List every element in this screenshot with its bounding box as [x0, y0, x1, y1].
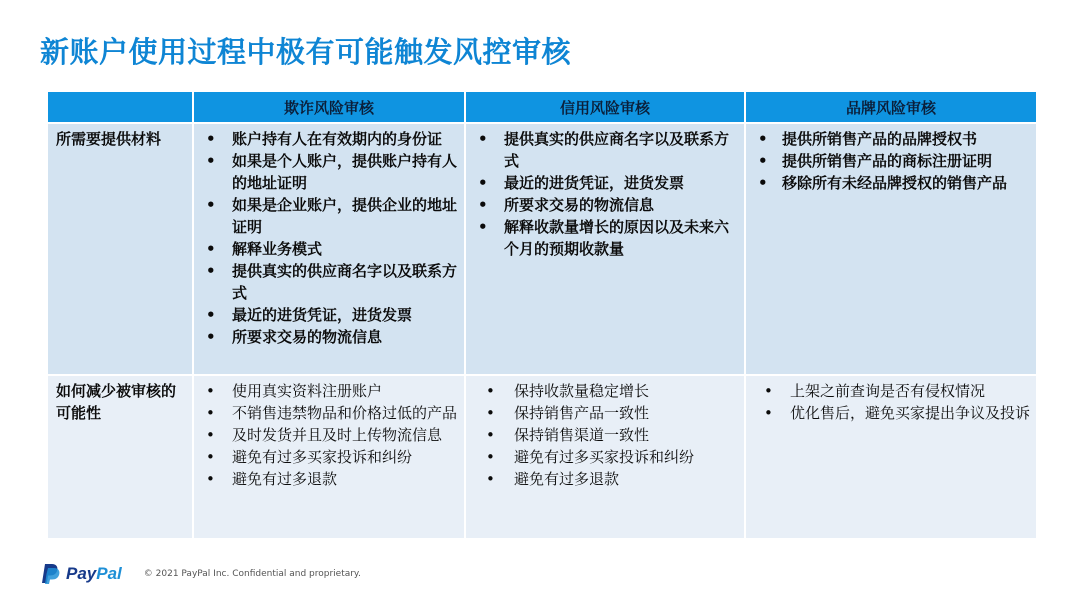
table-row-reduce-review — [48, 375, 1036, 538]
bullet-item: • 避免有过多退款 — [474, 468, 738, 490]
header-brand-review: 品牌风险审核 — [745, 92, 1036, 123]
paypal-logo-text — [66, 564, 122, 584]
bullet-item: • 最近的进货凭证，进货发票 — [474, 172, 738, 194]
cell-fraud-materials — [193, 123, 465, 375]
bullet-item: • 避免有过多买家投诉和纠纷 — [202, 446, 458, 468]
row-label-reduce-review: 如何减少被审核的可能性 — [48, 375, 193, 538]
header-credit-review: 信用风险审核 — [465, 92, 745, 123]
bullet-item: • 解释收款量增长的原因以及未来六个月的预期收款量 — [474, 216, 738, 260]
brand-reduce-list — [754, 380, 1030, 424]
bullet-item: • 如果是个人账户，提供账户持有人的地址证明 — [202, 150, 458, 194]
logo-text-pay: Pay — [66, 564, 97, 583]
bullet-item: • 及时发货并且及时上传物流信息 — [202, 424, 458, 446]
bullet-item: • 保持销售渠道一致性 — [474, 424, 738, 446]
bullet-item: • 提供所销售产品的品牌授权书 — [754, 128, 1030, 150]
row-label-required-materials: 所需要提供材料 — [48, 123, 193, 375]
bullet-item: • 如果是企业账户，提供企业的地址证明 — [202, 194, 458, 238]
bullet-item: • 上架之前查询是否有侵权情况 — [754, 380, 1030, 402]
cell-brand-reduce — [745, 375, 1036, 538]
brand-materials-list — [754, 128, 1030, 194]
bullet-item: • 使用真实资料注册账户 — [202, 380, 458, 402]
credit-reduce-list — [474, 380, 738, 490]
bullet-item: • 保持收款量稳定增长 — [474, 380, 738, 402]
slide-title: 新账户使用过程中极有可能触发风控审核 — [40, 35, 572, 69]
header-fraud-review: 欺诈风险审核 — [193, 92, 465, 123]
paypal-logo-icon — [40, 563, 60, 585]
bullet-item: • 提供真实的供应商名字以及联系方式 — [202, 260, 458, 304]
bullet-item: • 提供真实的供应商名字以及联系方式 — [474, 128, 738, 172]
bullet-item: • 避免有过多退款 — [202, 468, 458, 490]
fraud-materials-list — [202, 128, 458, 348]
bullet-item: • 避免有过多买家投诉和纠纷 — [474, 446, 738, 468]
table-row-required-materials — [48, 123, 1036, 375]
fraud-reduce-list — [202, 380, 458, 490]
bullet-item: • 所要求交易的物流信息 — [202, 326, 458, 348]
bullet-item: • 保持销售产品一致性 — [474, 402, 738, 424]
logo-text-pal: Pal — [96, 564, 122, 583]
table-header-row — [48, 92, 1036, 123]
credit-materials-list — [474, 128, 738, 260]
bullet-item: • 移除所有未经品牌授权的销售产品 — [754, 172, 1030, 194]
cell-brand-materials — [745, 123, 1036, 375]
copyright-text: © 2021 PayPal Inc. Confidential and proprietary. — [143, 569, 361, 579]
bullet-item: • 提供所销售产品的商标注册证明 — [754, 150, 1030, 172]
cell-fraud-reduce — [193, 375, 465, 538]
header-blank — [48, 92, 193, 123]
footer — [40, 562, 361, 586]
bullet-item: • 账户持有人在有效期内的身份证 — [202, 128, 458, 150]
risk-review-table — [48, 92, 1036, 538]
bullet-item: • 优化售后，避免买家提出争议及投诉 — [754, 402, 1030, 424]
bullet-item: • 所要求交易的物流信息 — [474, 194, 738, 216]
bullet-item: • 最近的进货凭证，进货发票 — [202, 304, 458, 326]
cell-credit-reduce — [465, 375, 745, 538]
bullet-item: • 不销售违禁物品和价格过低的产品 — [202, 402, 458, 424]
bullet-item: • 解释业务模式 — [202, 238, 458, 260]
cell-credit-materials — [465, 123, 745, 375]
